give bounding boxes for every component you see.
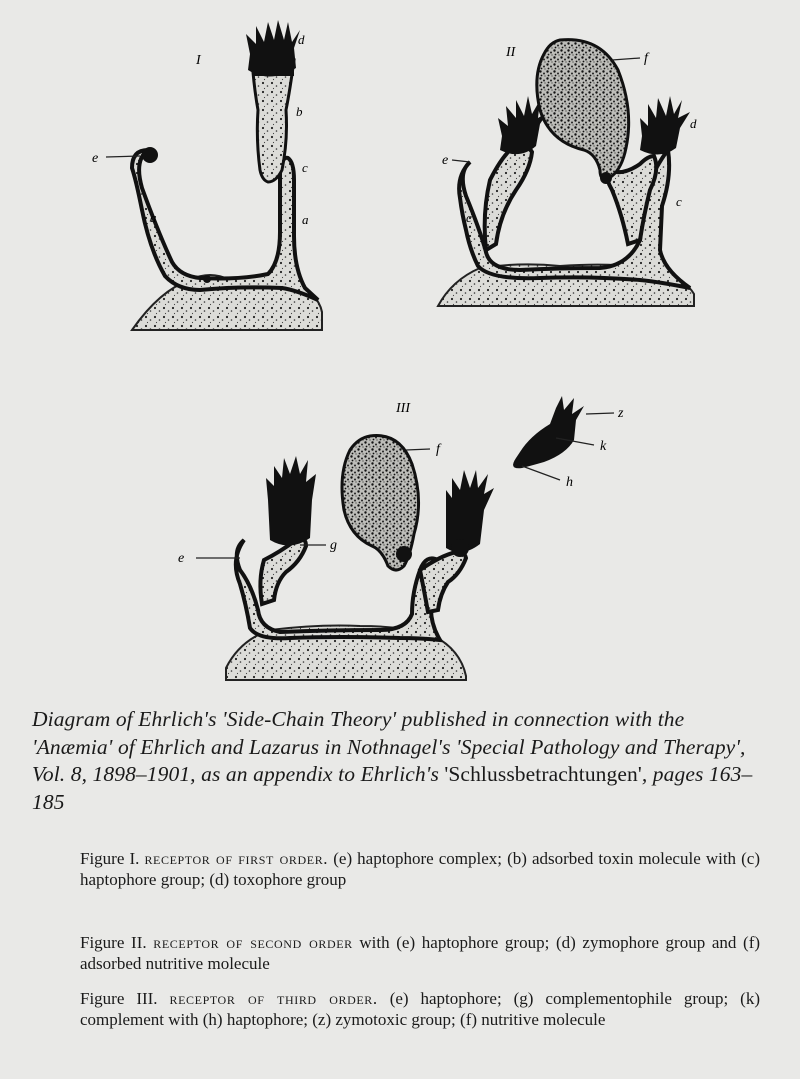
- fig3-label-e: e: [178, 551, 185, 566]
- fig3-right-complement: [446, 470, 494, 552]
- fig1-label-e: e: [92, 151, 99, 166]
- legend-fig2-title: receptor of second order: [153, 933, 353, 952]
- fig3-left-branch: [260, 539, 306, 604]
- fig2-label-c-left: c: [466, 210, 472, 225]
- fig2-right-zymophore: [640, 96, 690, 155]
- fig1-label-b: b: [296, 104, 303, 119]
- fig3-label-h: h: [566, 475, 573, 490]
- caption-part-1: Diagram of Ehrlich's 'Side-Chain Theory' published in connection with the 'Anæmia' of Ehrlich and Lazarus in Nothnagel's 'Special Pathology and Therapy', Vol. 8, 1898–1901, as an appendix to Ehrlich's: [32, 707, 746, 786]
- legend-fig3-prefix: Figure III.: [80, 989, 158, 1008]
- legend-fig3-title: receptor of third order.: [169, 989, 378, 1008]
- fig1-label-a-right: a: [302, 212, 309, 227]
- figure-three-receptor-third-order: [178, 396, 624, 680]
- fig2-label-e: e: [442, 153, 449, 168]
- legend-fig3-text: (e) haptophore; (g) complementophile group; (k) complement with (h) haptophore; (z) zymotoxic group; (f) nutritive molecule: [80, 989, 760, 1029]
- fig3-label-g: g: [330, 538, 337, 553]
- fig2-label-d: d: [690, 116, 697, 131]
- fig2-label-c-right: c: [676, 194, 682, 209]
- fig3-label-k: k: [600, 439, 607, 454]
- fig2-label-f: f: [644, 51, 648, 66]
- legend-figure-one: [80, 848, 760, 890]
- legend-fig1-prefix: Figure I.: [80, 849, 140, 868]
- fig3-left-complement: [266, 456, 316, 546]
- fig3-numeral: III: [396, 401, 410, 416]
- fig1-numeral: I: [196, 53, 201, 68]
- fig1-label-d: d: [298, 32, 305, 47]
- legend-figure-three: [80, 988, 760, 1030]
- legend-fig2-text: with (e) haptophore group; (d) zymophore group and (f) adsorbed nutritive molecule: [80, 933, 761, 973]
- legend-figure-two: [80, 932, 760, 974]
- fig3-label-f: f: [436, 442, 440, 457]
- caption-upright-title: 'Schlussbetrachtungen': [444, 762, 642, 786]
- legend-fig1-text: (e) haptophore complex; (b) adsorbed toxin molecule with (c) haptophore group; (d) toxophore group: [80, 849, 760, 889]
- figure-two-receptor-second-order: [438, 40, 697, 306]
- fig2-nutritive-molecule: [537, 40, 629, 179]
- legend-fig1-title: receptor of first order.: [144, 849, 329, 868]
- fig1-label-a-left: a: [150, 210, 157, 225]
- figure-one-receptor-first-order: [92, 20, 322, 330]
- legend-fig2-prefix: Figure II.: [80, 933, 147, 952]
- fig2-left-branch: [485, 146, 532, 250]
- fig3-label-z: z: [618, 406, 624, 421]
- plate-caption: [32, 706, 770, 816]
- fig3-free-complement: [513, 396, 584, 468]
- fig2-numeral: II: [506, 45, 516, 60]
- fig1-receptor-arms: [132, 150, 318, 300]
- fig1-label-c: c: [302, 160, 308, 175]
- caption-part-2: , pages 163–185: [32, 762, 753, 814]
